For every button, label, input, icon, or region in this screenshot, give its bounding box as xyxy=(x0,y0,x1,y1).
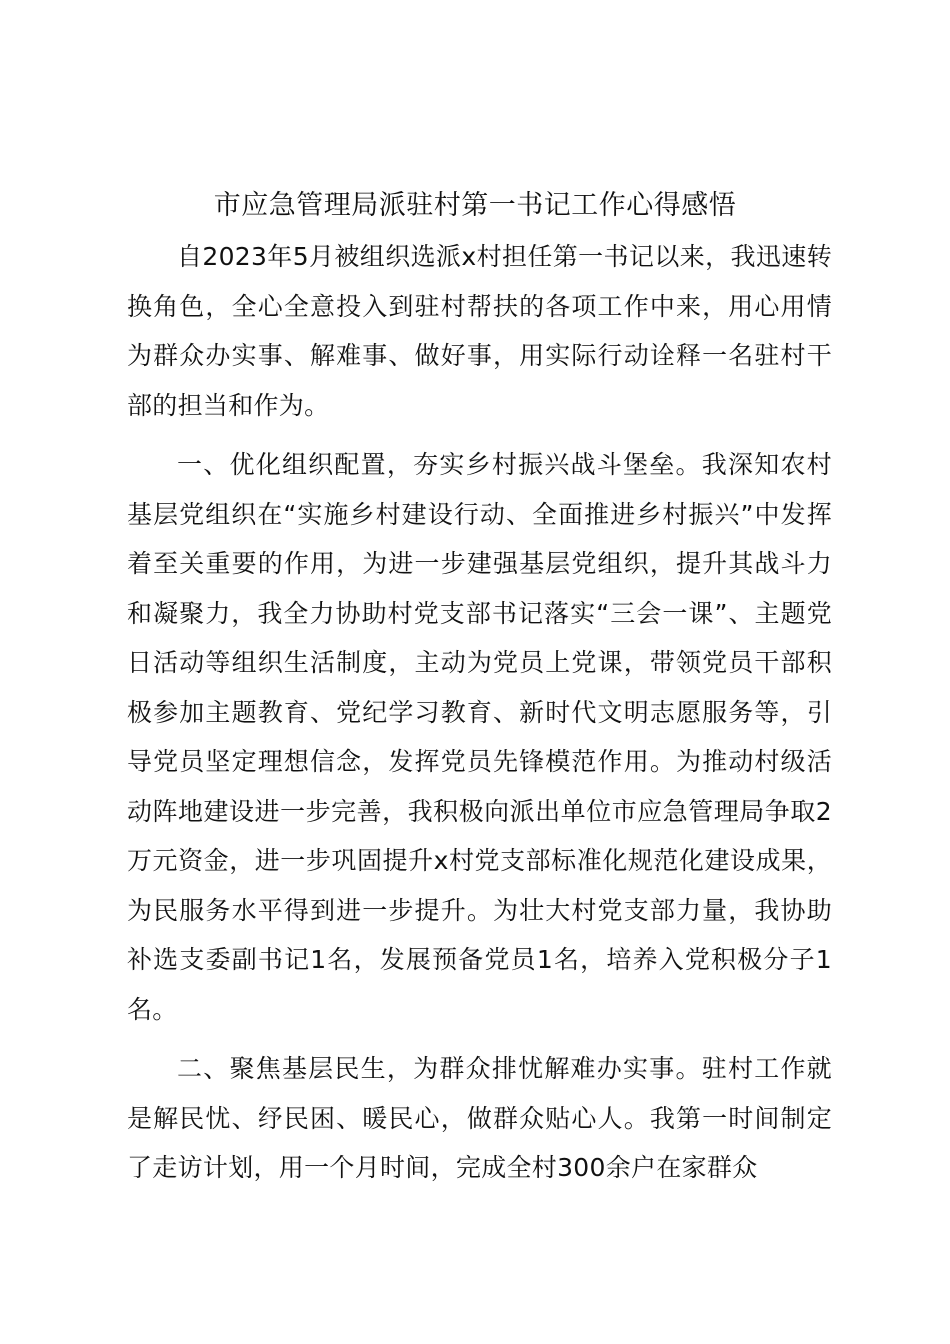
document-title: 市应急管理局派驻村第一书记工作心得感悟 xyxy=(213,190,737,221)
paragraph-section-one: 一、优化组织配置，夯实乡村振兴战斗堡垒。我深知农村基层党组织在“实施乡村建设行动、全面推进乡村振兴”中发挥着至关重要的作用，为进一步建强基层党组织，提升其战斗力和凝聚力，我全力协助村党支部书记落实“三会一课”、主题党日活动等组织生活制度，主动为党员上党课，带领党员干部积极参加主题教育、党纪学习教育、新时代文明志愿服务等，引导党员坚定理想信念，发挥党员先锋模范作用。为推动村级活动阵地建设进一步完善，我积极向派出单位市应急管理局争取2万元资金，进一步巩固提升x村党支部标准化规范化建设成果，为民服务水平得到进一步提升。为壮大村党支部力量，我协助补选支委副书记1名，发展预备党员1名，培养入党积极分子1名。 xyxy=(127,450,832,1024)
paragraph-section-two: 二、聚焦基层民生，为群众排忧解难办实事。驻村工作就是解民忧、纾民困、暖民心，做群众贴心人。我第一时间制定了走访计划，用一个月时间，完成全村300余户在家群众 xyxy=(127,1054,832,1182)
paragraph-intro: 自2023年5月被组织选派x村担任第一书记以来，我迅速转换角色，全心全意投入到驻村帮扶的各项工作中来，用心用情为群众办实事、解难事、做好事，用实际行动诠释一名驻村干部的担当和作为。 xyxy=(127,242,832,420)
document-body xyxy=(127,232,832,1193)
